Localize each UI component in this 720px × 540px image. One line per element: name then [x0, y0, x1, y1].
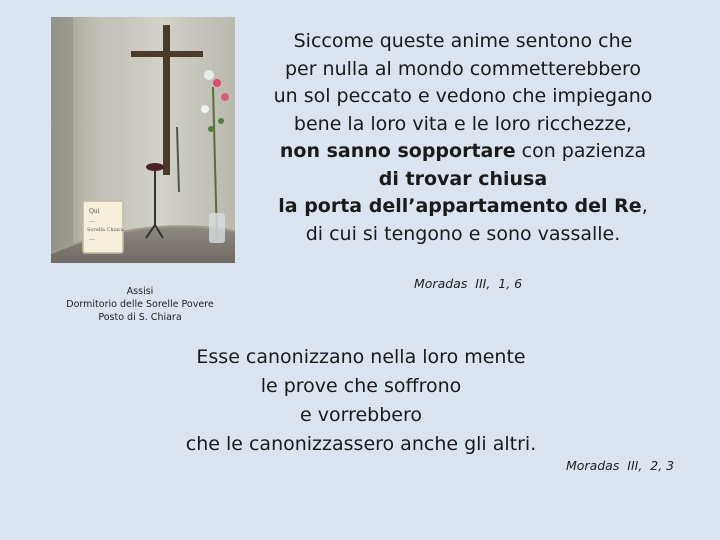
quote1-text: ,	[641, 195, 648, 217]
quote1-emphasis: non sanno sopportare	[279, 140, 516, 162]
quote1-line	[258, 166, 668, 194]
caption-room: Dormitorio delle Sorelle Povere	[66, 299, 214, 310]
quote2-line: e vorrebbero	[300, 404, 422, 426]
quote1-line: un sol peccato e vedono che impiegano	[273, 85, 653, 107]
quote-moradas-2	[176, 343, 546, 459]
svg-text:...: ...	[89, 217, 95, 224]
quote-moradas-1	[258, 28, 668, 248]
quote1-line: di cui si tengono e sono vassalle.	[305, 222, 621, 245]
quote2-line: che le canonizzassero anche gli altri.	[185, 433, 537, 455]
quote1-line	[258, 138, 668, 166]
quote1-emphasis: la porta dell’appartamento del Re	[278, 195, 642, 217]
quote1-line: Siccome queste anime sentono che	[293, 30, 633, 52]
quote1-line: per nulla al mondo commetterebbero	[284, 57, 642, 80]
chapel-photo	[51, 17, 235, 263]
quote1-emphasis: di trovar chiusa	[378, 167, 548, 190]
quote1-text: con pazienza	[515, 140, 647, 162]
sign-icon	[83, 201, 124, 253]
quote2-line: Esse canonizzano nella loro mente	[196, 346, 526, 368]
quote1-line	[258, 193, 668, 221]
caption-place: Assisi	[126, 286, 154, 297]
quote2-line: le prove che soffrono	[260, 375, 462, 397]
reference-2: Moradas III, 2, 3	[566, 458, 675, 473]
quote1-line: bene la loro vita e le loro ricchezze,	[293, 112, 633, 135]
svg-text:...: ...	[89, 235, 95, 242]
svg-text:Qui: Qui	[89, 208, 100, 215]
cross-icon	[163, 25, 170, 175]
reference-1: Moradas III, 1, 6	[414, 276, 523, 291]
caption-detail: Posto di S. Chiara	[98, 312, 182, 323]
svg-text:Sorella Chiara: Sorella Chiara	[87, 227, 124, 233]
photo-caption	[40, 285, 240, 324]
chapel-photo-drawing	[51, 17, 235, 263]
